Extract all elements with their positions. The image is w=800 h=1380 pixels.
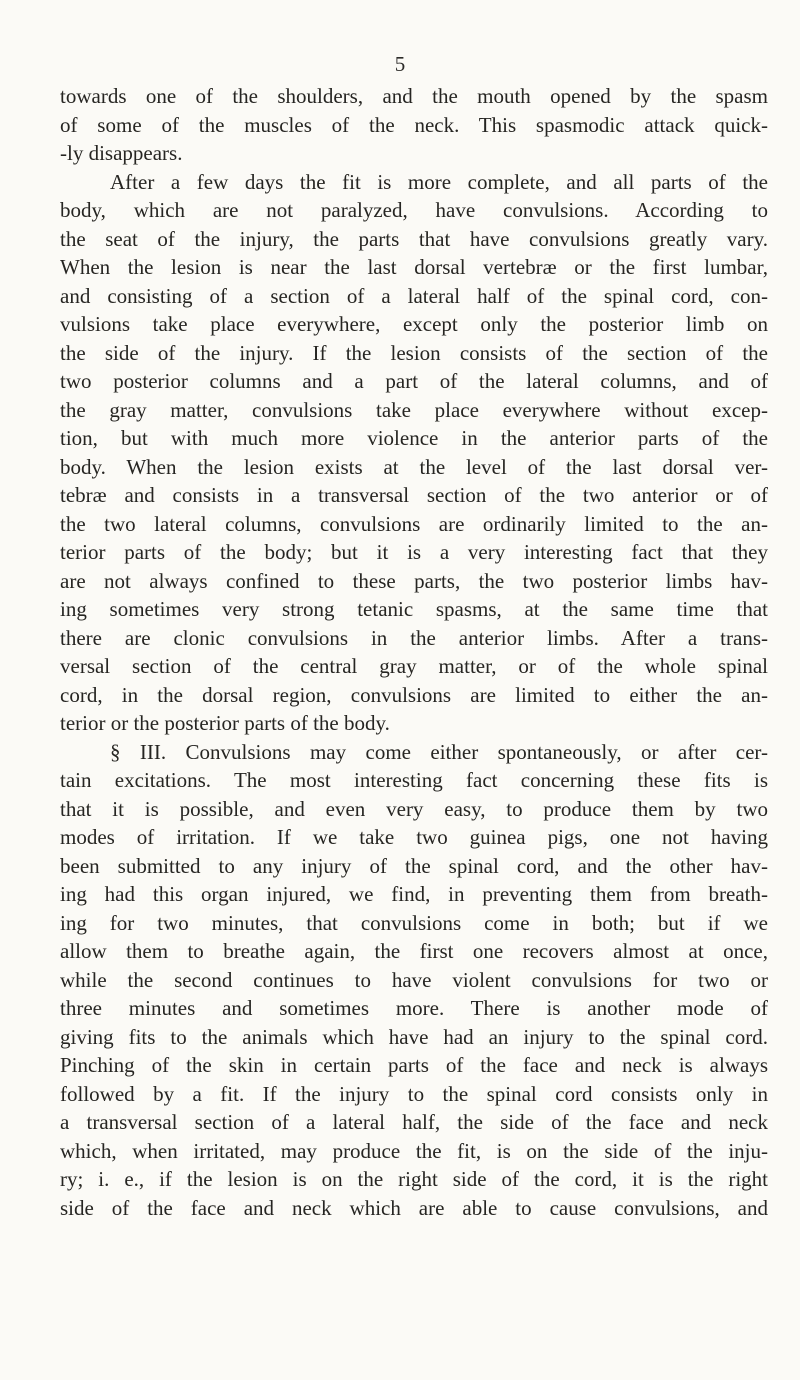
text-line: been submitted to any injury of the spinal cord, and the other hav- [60,853,768,878]
text-line: terior parts of the body; but it is a very interesting fact that they [60,540,768,564]
text-line: ing sometimes very strong tetanic spasms, at the same time that [60,597,768,621]
text-line: § III. Convulsions may come either spontaneously, or after cer- [110,739,768,764]
text-line: Pinching of the skin in certain parts of the face and neck is always [60,1053,768,1077]
text-line: followed by a fit. If the injury to the spinal cord consists only in [60,1081,768,1106]
text-line: side of the face and neck which are able to cause convulsions, and [60,1195,768,1220]
text-line: body, which are not paralyzed, have convulsions. According to [60,198,768,222]
text-line: that it is possible, and even very easy, to produce them by two [60,796,768,821]
text-line: ry; i. e., if the lesion is on the right side of the cord, it is the right [60,1167,768,1191]
text-line: the two lateral columns, convulsions are ordinarily limited to the an- [60,511,768,536]
text-line: terior or the posterior parts of the body. [60,711,390,735]
text-line: are not always confined to these parts, the two posterior limbs hav- [60,568,768,593]
text-line: allow them to breathe again, the first one recovers almost at once, [60,939,768,963]
text-line: the seat of the injury, the parts that have convulsions greatly vary. [60,226,768,251]
text-line: tebræ and consists in a transversal section of the two anterior or of [60,483,768,507]
text-line: tain excitations. The most interesting fact concerning these fits is [60,768,768,792]
text-line: modes of irritation. If we take two guinea pigs, one not having [60,825,768,849]
text-line: towards one of the shoulders, and the mouth opened by the spasm [60,84,768,108]
text-line: while the second continues to have violent convulsions for two or [60,967,768,992]
text-line: -ly disappears. [60,141,183,165]
text-line: a transversal section of a lateral half, the side of the face and neck [60,1110,768,1134]
text-line: three minutes and sometimes more. There is another mode of [60,996,768,1020]
text-line: ing for two minutes, that convulsions come in both; but if we [60,910,768,935]
text-line: of some of the muscles of the neck. This spasmodic attack quick- [60,112,768,137]
text-line: the side of the injury. If the lesion consists of the section of the [60,340,768,365]
text-line: which, when irritated, may produce the fit, is on the side of the inju- [60,1138,768,1163]
text-line: body. When the lesion exists at the level of the last dorsal ver- [60,454,768,479]
text-line: When the lesion is near the last dorsal vertebræ or the first lumbar, [60,255,768,279]
text-line: versal section of the central gray matter, or of the whole spinal [60,654,768,678]
text-line: ing had this organ injured, we find, in preventing them from breath- [60,882,768,906]
page-body-text [60,82,768,1222]
text-line: tion, but with much more violence in the anterior parts of the [60,426,768,450]
text-line: the gray matter, convulsions take place everywhere without excep- [60,397,768,422]
text-line: two posterior columns and a part of the lateral columns, and of [60,369,768,393]
text-line: After a few days the fit is more complete, and all parts of the [110,169,768,194]
text-line: and consisting of a section of a lateral half of the spinal cord, con- [60,283,768,308]
text-line: vulsions take place everywhere, except only the posterior limb on [60,312,768,336]
page-number: 5 [394,52,406,76]
text-line: cord, in the dorsal region, convulsions are limited to either the an- [60,682,768,707]
text-line: giving fits to the animals which have had an injury to the spinal cord. [60,1024,768,1049]
text-line: there are clonic convulsions in the anterior limbs. After a trans- [60,625,768,650]
